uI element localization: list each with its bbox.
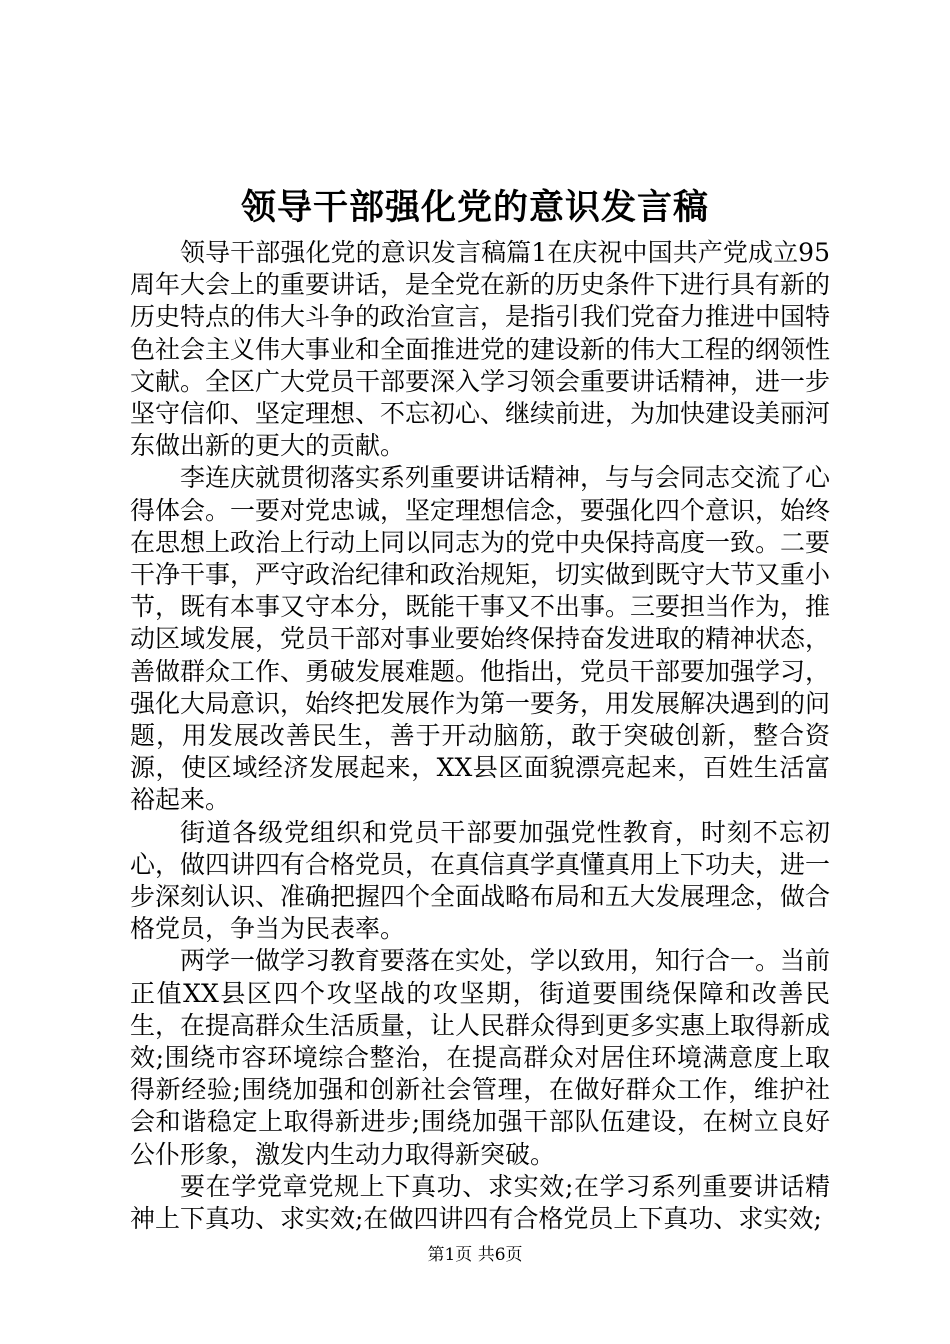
paragraph-3: 街道各级党组织和党员干部要加强党性教育，时刻不忘初心，做四讲四有合格党员，在真信真学真懂真用上下功夫，进一步深刻认识、准确把握四个全面战略布局和五大发展理念，做合格党员，争当为民表率。 <box>130 817 831 944</box>
document-title: 领导干部强化党的意识发言稿 <box>240 187 709 228</box>
paragraph-4: 两学一做学习教育要落在实处，学以致用，知行合一。当前正值XX县区四个攻坚战的攻坚期，街道要围绕保障和改善民生，在提高群众生活质量，让人民群众得到更多实惠上取得新成效;围绕市容环境综合整治，在提高群众对居住环境满意度上取得新经验;围绕加强和创新社会管理，在做好群众工作，维护社会和谐稳定上取得新进步;围绕加强干部队伍建设，在树立良好公仆形象，激发内生动力取得新突破。 <box>130 946 831 1169</box>
page-number-footer: 第1页 共6页 <box>427 1245 523 1265</box>
paragraph-5: 要在学党章党规上下真功、求实效;在学习系列重要讲话精神上下真功、求实效;在做四讲四有合格党员上下真功、求实效; <box>130 1171 830 1234</box>
paragraph-1: 领导干部强化党的意识发言稿篇1在庆祝中国共产党成立95周年大会上的重要讲话，是全党在新的历史条件下进行具有新的历史特点的伟大斗争的政治宣言，是指引我们党奋力推进中国特色社会主义伟大事业和全面推进党的建设新的伟大工程的纲领性文献。全区广大党员干部要深入学习领会重要讲话精神，进一步坚守信仰、坚定理想、不忘初心、继续前进，为加快建设美丽河东做出新的更大的贡献。 <box>130 238 831 461</box>
document-body <box>130 237 830 1235</box>
paragraph-2: 李连庆就贯彻落实系列重要讲话精神，与与会同志交流了心得体会。一要对党忠诚，坚定理想信念，要强化四个意识，始终在思想上政治上行动上同以同志为的党中央保持高度一致。二要干净干事，严守政治纪律和政治规矩，切实做到既守大节又重小节，既有本事又守本分，既能干事又不出事。三要担当作为，推动区域发展，党员干部对事业要始终保持奋发进取的精神状态，善做群众工作、勇破发展难题。他指出，党员干部要加强学习，强化大局意识，始终把发展作为第一要务，用发展解决遇到的问题，用发展改善民生，善于开动脑筋，敢于突破创新，整合资源，使区域经济发展起来，XX县区面貌漂亮起来，百姓生活富裕起来。 <box>130 463 831 815</box>
